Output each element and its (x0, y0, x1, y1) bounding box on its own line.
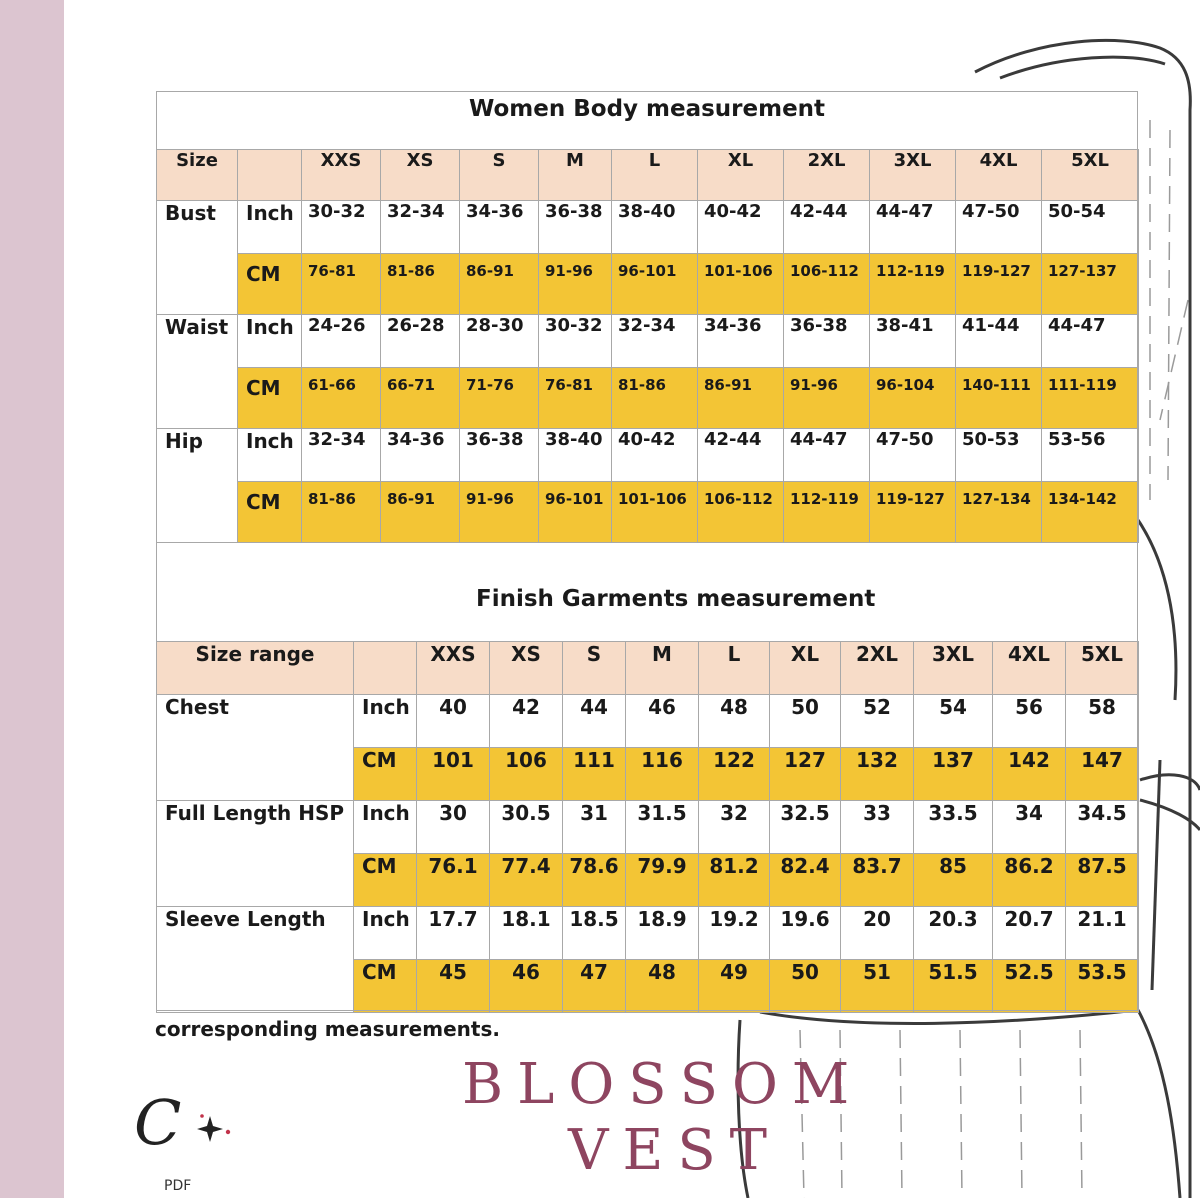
value-cell: 56 (993, 695, 1066, 748)
value-cell: 87.5 (1066, 854, 1139, 907)
table-row (157, 695, 1139, 748)
value-cell: 53-56 (1042, 429, 1139, 482)
value-cell: 36-38 (539, 201, 612, 254)
unit-label: CM (238, 482, 302, 543)
header-cell: 3XL (870, 150, 956, 201)
footnote: corresponding measurements. (155, 1017, 500, 1041)
header-cell: XXS (417, 642, 490, 695)
value-cell: 46 (626, 695, 699, 748)
value-cell: 71-76 (460, 368, 539, 429)
value-cell: 101-106 (612, 482, 698, 543)
value-cell: 38-41 (870, 315, 956, 368)
table-row (157, 315, 1139, 368)
value-cell: 19.6 (770, 907, 841, 960)
measure-label: Chest (157, 695, 354, 748)
table-row (157, 801, 1139, 854)
value-cell: 106-112 (698, 482, 784, 543)
table-row (157, 201, 1139, 254)
value-cell: 38-40 (612, 201, 698, 254)
header-cell: Size range (157, 642, 354, 695)
value-cell: 137 (914, 748, 993, 801)
table-row (157, 368, 1139, 429)
value-cell: 34.5 (1066, 801, 1139, 854)
value-cell: 52.5 (993, 960, 1066, 1013)
value-cell: 44 (563, 695, 626, 748)
header-cell: S (563, 642, 626, 695)
value-cell: 48 (699, 695, 770, 748)
value-cell: 112-119 (870, 254, 956, 315)
value-cell: 30.5 (490, 801, 563, 854)
table-row (157, 429, 1139, 482)
table-row (157, 907, 1139, 960)
value-cell: 41-44 (956, 315, 1042, 368)
measure-label (157, 254, 238, 315)
measure-label (157, 854, 354, 907)
value-cell: 32-34 (612, 315, 698, 368)
value-cell: 106-112 (784, 254, 870, 315)
measure-label: Waist (157, 315, 238, 368)
value-cell: 33.5 (914, 801, 993, 854)
value-cell: 81-86 (302, 482, 381, 543)
value-cell: 81-86 (381, 254, 460, 315)
value-cell: 127 (770, 748, 841, 801)
value-cell: 112-119 (784, 482, 870, 543)
value-cell: 34-36 (698, 315, 784, 368)
value-cell: 96-101 (612, 254, 698, 315)
value-cell: 44-47 (784, 429, 870, 482)
value-cell: 48 (626, 960, 699, 1013)
value-cell: 81-86 (612, 368, 698, 429)
value-cell: 24-26 (302, 315, 381, 368)
header-cell: L (612, 150, 698, 201)
value-cell: 86-91 (381, 482, 460, 543)
value-cell: 44-47 (870, 201, 956, 254)
sparkle-star-icon (197, 1114, 230, 1142)
value-cell: 34-36 (381, 429, 460, 482)
value-cell: 119-127 (956, 254, 1042, 315)
value-cell: 42-44 (698, 429, 784, 482)
value-cell: 49 (699, 960, 770, 1013)
garment-table-title: Finish Garments measurement (476, 586, 876, 612)
header-cell: XS (381, 150, 460, 201)
value-cell: 79.9 (626, 854, 699, 907)
header-cell (354, 642, 417, 695)
value-cell: 30 (417, 801, 490, 854)
value-cell: 77.4 (490, 854, 563, 907)
value-cell: 20.7 (993, 907, 1066, 960)
value-cell: 147 (1066, 748, 1139, 801)
table-row (157, 960, 1139, 1013)
unit-label: Inch (238, 201, 302, 254)
header-cell: 5XL (1066, 642, 1139, 695)
value-cell: 42-44 (784, 201, 870, 254)
unit-label: CM (238, 254, 302, 315)
value-cell: 83.7 (841, 854, 914, 907)
value-cell: 50 (770, 960, 841, 1013)
value-cell: 52 (841, 695, 914, 748)
value-cell: 81.2 (699, 854, 770, 907)
table-row (157, 254, 1139, 315)
header-row (157, 150, 1139, 201)
value-cell: 127-134 (956, 482, 1042, 543)
value-cell: 66-71 (381, 368, 460, 429)
value-cell: 76-81 (539, 368, 612, 429)
value-cell: 44-47 (1042, 315, 1139, 368)
value-cell: 82.4 (770, 854, 841, 907)
value-cell: 122 (699, 748, 770, 801)
value-cell: 86-91 (698, 368, 784, 429)
measure-label (157, 960, 354, 1013)
garment-measurement-table (156, 641, 1139, 1013)
unit-label: CM (238, 368, 302, 429)
value-cell: 19.2 (699, 907, 770, 960)
value-cell: 38-40 (539, 429, 612, 482)
measure-label (157, 748, 354, 801)
value-cell: 32 (699, 801, 770, 854)
value-cell: 17.7 (417, 907, 490, 960)
value-cell: 50 (770, 695, 841, 748)
value-cell: 31 (563, 801, 626, 854)
value-cell: 30-32 (539, 315, 612, 368)
value-cell: 20.3 (914, 907, 993, 960)
measure-label: Full Length HSP (157, 801, 354, 854)
value-cell: 40-42 (698, 201, 784, 254)
value-cell: 18.9 (626, 907, 699, 960)
value-cell: 50-54 (1042, 201, 1139, 254)
value-cell: 78.6 (563, 854, 626, 907)
measure-label (157, 482, 238, 543)
unit-label: Inch (354, 907, 417, 960)
value-cell: 91-96 (539, 254, 612, 315)
table-row (157, 854, 1139, 907)
value-cell: 54 (914, 695, 993, 748)
header-cell: XL (770, 642, 841, 695)
value-cell: 119-127 (870, 482, 956, 543)
unit-label: Inch (354, 695, 417, 748)
value-cell: 111 (563, 748, 626, 801)
value-cell: 28-30 (460, 315, 539, 368)
unit-label: Inch (238, 429, 302, 482)
value-cell: 31.5 (626, 801, 699, 854)
value-cell: 32.5 (770, 801, 841, 854)
value-cell: 50-53 (956, 429, 1042, 482)
header-cell: XXS (302, 150, 381, 201)
value-cell: 18.5 (563, 907, 626, 960)
value-cell: 46 (490, 960, 563, 1013)
header-cell: 4XL (993, 642, 1066, 695)
value-cell: 21.1 (1066, 907, 1139, 960)
value-cell: 51.5 (914, 960, 993, 1013)
value-cell: 86-91 (460, 254, 539, 315)
value-cell: 132 (841, 748, 914, 801)
value-cell: 96-104 (870, 368, 956, 429)
header-cell: 2XL (784, 150, 870, 201)
value-cell: 76.1 (417, 854, 490, 907)
measure-label (157, 368, 238, 429)
value-cell: 30-32 (302, 201, 381, 254)
measure-label: Bust (157, 201, 238, 254)
value-cell: 47 (563, 960, 626, 1013)
value-cell: 140-111 (956, 368, 1042, 429)
value-cell: 51 (841, 960, 914, 1013)
logo-letter: C (134, 1086, 182, 1159)
value-cell: 53.5 (1066, 960, 1139, 1013)
value-cell: 32-34 (381, 201, 460, 254)
value-cell: 101-106 (698, 254, 784, 315)
measure-label: Sleeve Length (157, 907, 354, 960)
table-row (157, 748, 1139, 801)
header-cell: 5XL (1042, 150, 1139, 201)
header-cell: XL (698, 150, 784, 201)
women-table-title: Women Body measurement (468, 96, 826, 122)
value-cell: 58 (1066, 695, 1139, 748)
value-cell: 47-50 (870, 429, 956, 482)
value-cell: 26-28 (381, 315, 460, 368)
brand-line-1: BLOSSOM (462, 1052, 864, 1117)
header-cell: Size (157, 150, 238, 201)
value-cell: 116 (626, 748, 699, 801)
value-cell: 42 (490, 695, 563, 748)
value-cell: 106 (490, 748, 563, 801)
header-cell: 2XL (841, 642, 914, 695)
table-row (157, 482, 1139, 543)
value-cell: 40-42 (612, 429, 698, 482)
unit-label: CM (354, 854, 417, 907)
header-cell: S (460, 150, 539, 201)
value-cell: 91-96 (784, 368, 870, 429)
unit-label: Inch (354, 801, 417, 854)
header-cell: 4XL (956, 150, 1042, 201)
value-cell: 61-66 (302, 368, 381, 429)
value-cell: 47-50 (956, 201, 1042, 254)
value-cell: 32-34 (302, 429, 381, 482)
header-cell: XS (490, 642, 563, 695)
value-cell: 20 (841, 907, 914, 960)
value-cell: 45 (417, 960, 490, 1013)
value-cell: 91-96 (460, 482, 539, 543)
value-cell: 36-38 (460, 429, 539, 482)
value-cell: 85 (914, 854, 993, 907)
header-cell: L (699, 642, 770, 695)
value-cell: 127-137 (1042, 254, 1139, 315)
unit-label: CM (354, 748, 417, 801)
value-cell: 101 (417, 748, 490, 801)
value-cell: 142 (993, 748, 1066, 801)
value-cell: 34-36 (460, 201, 539, 254)
brand-line-2: VEST (568, 1118, 782, 1183)
value-cell: 134-142 (1042, 482, 1139, 543)
value-cell: 76-81 (302, 254, 381, 315)
measure-label: Hip (157, 429, 238, 482)
header-cell: 3XL (914, 642, 993, 695)
logo (132, 1086, 252, 1166)
value-cell: 34 (993, 801, 1066, 854)
value-cell: 86.2 (993, 854, 1066, 907)
value-cell: 36-38 (784, 315, 870, 368)
header-cell: M (539, 150, 612, 201)
header-row (157, 642, 1139, 695)
value-cell: 111-119 (1042, 368, 1139, 429)
header-cell: M (626, 642, 699, 695)
logo-label: PDF (164, 1178, 192, 1194)
unit-label: Inch (238, 315, 302, 368)
value-cell: 96-101 (539, 482, 612, 543)
value-cell: 40 (417, 695, 490, 748)
header-cell (238, 150, 302, 201)
value-cell: 33 (841, 801, 914, 854)
value-cell: 18.1 (490, 907, 563, 960)
unit-label: CM (354, 960, 417, 1013)
women-measurement-table (156, 149, 1139, 543)
